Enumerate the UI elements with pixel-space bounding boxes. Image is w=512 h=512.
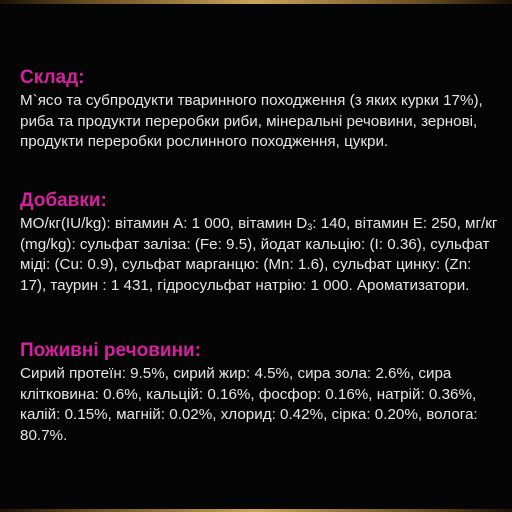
vitamin-d-subscript: 3 xyxy=(307,222,313,232)
composition-heading: Склад: xyxy=(20,67,85,88)
additives-heading: Добавки: xyxy=(20,190,107,211)
nutrients-text: Сирий протеїн: 9.5%, сирий жир: 4.5%, сира зола: 2.6%, сира клітковина: 0.6%, кальцій: 0.16%, фосфор: 0.16%, натрій: 0.36%, калій: 0.15%, магній: 0.02%, хлорид: 0.42%, сірка: 0.20%, волога: 80.7%. xyxy=(20,365,478,444)
gold-accent-bar-top xyxy=(0,0,512,4)
nutrients-heading: Поживні речовини: xyxy=(20,340,202,361)
additives-section xyxy=(20,190,498,296)
additives-text xyxy=(20,214,498,296)
composition-section xyxy=(20,67,498,153)
additives-text-part-1: МО/кг(IU/kg): вітамин A: 1 000, вітамин D xyxy=(20,215,308,232)
composition-text: М`ясо та субпродукти тваринного походження (з яких курки 17%), риба та продукти переробки риби, мінеральні речовини, зернові, продукти переробки рослинного походження, цукри. xyxy=(20,92,483,150)
additives-text-part-2: : 140, вітамин E: 250, мг/кг (mg/kg): сульфат заліза: (Fe: 9.5), йодат кальцію: (I: 0.36), сульфат міді: (Cu: 0.9), сульфат марганцю: (Mn: 1.6), сульфат цинку: (Zn: 17), таурин : 1 431, гідросульфат натрію: 1 000. Ароматизатори. xyxy=(20,215,498,294)
nutrients-section xyxy=(20,340,498,446)
